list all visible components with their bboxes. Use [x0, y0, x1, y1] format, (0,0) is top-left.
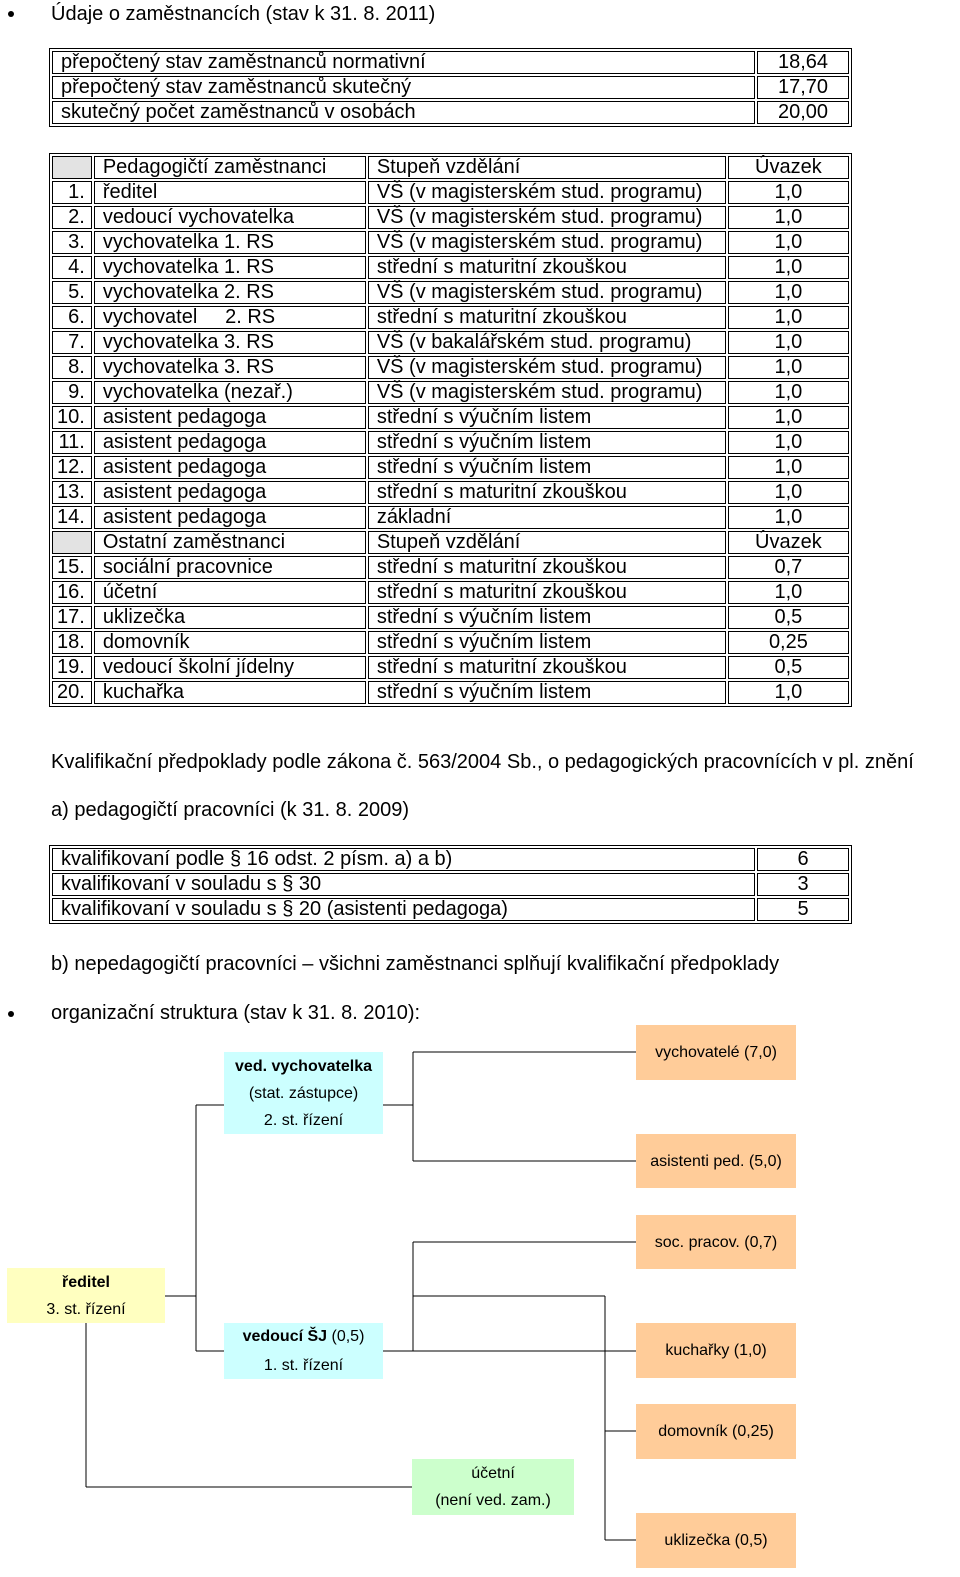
summary-label: skutečný počet zaměstnanců v osobách: [52, 101, 755, 124]
staff-index: 11.: [52, 431, 92, 454]
staff-index: 12.: [52, 456, 92, 479]
org-cooks-label: kuchařky (1,0): [665, 1342, 767, 1359]
org-head-educator-level: 2. st. řízení: [263, 1111, 344, 1129]
summary-label: přepočtený stav zaměstnanců normativní: [52, 51, 755, 74]
staff-index: 8.: [52, 356, 92, 379]
org-box-educators: [636, 1025, 796, 1080]
other-header-load: Úvazek: [728, 531, 849, 554]
staff-index: 4.: [52, 256, 92, 279]
org-director-title: ředitel: [61, 1273, 110, 1291]
staff-load: 1,0: [728, 681, 849, 704]
staff-load: 1,0: [728, 281, 849, 304]
staff-position: vedoucí školní jídelny: [94, 656, 366, 679]
org-box-head-educator: [224, 1052, 383, 1134]
staff-education: střední s maturitní zkouškou: [368, 306, 726, 329]
staff-index: 14.: [52, 506, 92, 529]
org-head-educator-role: (stat. zástupce): [248, 1084, 359, 1102]
ped-header-name: Pedagogičtí zaměstnanci: [94, 156, 366, 179]
org-box-cooks: [636, 1323, 796, 1378]
org-director-level: 3. st. řízení: [46, 1300, 126, 1318]
org-assistants-label: asistenti ped. (5,0): [650, 1152, 782, 1170]
qualification-a: a) pedagogičtí pracovníci (k 31. 8. 2009): [51, 799, 409, 821]
staff-position: vychovatelka 1. RS: [94, 256, 366, 279]
qualification-count: 3: [757, 873, 849, 896]
staff-education: základní: [368, 506, 726, 529]
staff-index: 15.: [52, 556, 92, 579]
org-head-canteen-load: (0,5): [327, 1328, 365, 1345]
org-accountant-title: účetní: [471, 1465, 515, 1482]
qualification-count: 5: [757, 898, 849, 921]
employees-heading: Údaje o zaměstnancích (stav k 31. 8. 2011): [51, 3, 436, 25]
staff-position: vychovatelka 1. RS: [94, 231, 366, 254]
staff-education: VŠ (v magisterském stud. programu): [368, 181, 726, 204]
staff-load: 1,0: [728, 406, 849, 429]
org-box-social: [636, 1215, 796, 1269]
staff-position: uklizečka: [94, 606, 366, 629]
staff-load: 1,0: [728, 231, 849, 254]
staff-index: 17.: [52, 606, 92, 629]
staff-index: 3.: [52, 231, 92, 254]
staff-load: 1,0: [728, 356, 849, 379]
staff-education: střední s výučním listem: [368, 431, 726, 454]
staff-education: VŠ (v magisterském stud. programu): [368, 381, 726, 404]
staff-position: vychovatelka 2. RS: [94, 281, 366, 304]
staff-load: 1,0: [728, 381, 849, 404]
org-box-accountant: [412, 1459, 574, 1515]
staff-load: 0,7: [728, 556, 849, 579]
org-head-canteen-title: vedoucí ŠJ: [242, 1328, 328, 1345]
staff-position: domovník: [94, 631, 366, 654]
staff-education: střední s výučním listem: [368, 606, 726, 629]
qualification-label: kvalifikovaní v souladu s § 20 (asistenti pedagoga): [52, 898, 755, 921]
staff-education: střední s výučním listem: [368, 456, 726, 479]
staff-position: asistent pedagoga: [94, 506, 366, 529]
staff-education: střední s maturitní zkouškou: [368, 656, 726, 679]
staff-education: střední s výučním listem: [368, 631, 726, 654]
staff-index: 7.: [52, 331, 92, 354]
org-head-canteen-title-line: [243, 1322, 365, 1351]
staff-position: vychovatelka 3. RS: [94, 356, 366, 379]
org-box-head-canteen: [224, 1323, 383, 1379]
other-header-edu: Stupeň vzdělání: [368, 531, 726, 554]
staff-position: asistent pedagoga: [94, 456, 366, 479]
staff-education: VŠ (v magisterském stud. programu): [368, 281, 726, 304]
staff-education: střední s výučním listem: [368, 406, 726, 429]
staff-position: vychovatel 2. RS: [94, 306, 366, 329]
qualification-b: b) nepedagogičtí pracovníci – všichni zaměstnanci splňují kvalifikační předpoklady: [51, 953, 780, 975]
staff-index: 2.: [52, 206, 92, 229]
staff-education: VŠ (v magisterském stud. programu): [368, 206, 726, 229]
org-social-label: soc. pracov. (0,7): [654, 1233, 778, 1251]
staff-load: 1,0: [728, 206, 849, 229]
staff-position: asistent pedagoga: [94, 481, 366, 504]
org-accountant-note: (není ved. zam.): [435, 1492, 551, 1509]
qualification-count: 6: [757, 848, 849, 871]
staff-position: kuchařka: [94, 681, 366, 704]
org-box-assistants: [636, 1134, 796, 1188]
staff-index: 1.: [52, 181, 92, 204]
staff-index: 5.: [52, 281, 92, 304]
staff-position: asistent pedagoga: [94, 431, 366, 454]
summary-value: 18,64: [757, 51, 849, 74]
org-box-director: [7, 1268, 165, 1323]
staff-education: střední s maturitní zkouškou: [368, 481, 726, 504]
org-box-caretaker: [636, 1404, 796, 1459]
org-structure-heading: organizační struktura (stav k 31. 8. 2010):: [51, 1002, 421, 1024]
staff-load: 1,0: [728, 456, 849, 479]
staff-load: 0,5: [728, 606, 849, 629]
staff-education: VŠ (v magisterském stud. programu): [368, 356, 726, 379]
staff-load: 1,0: [728, 256, 849, 279]
staff-load: 1,0: [728, 181, 849, 204]
summary-value: 17,70: [757, 76, 849, 99]
staff-position: vychovatelka 3. RS: [94, 331, 366, 354]
org-head-educator-title: ved. vychovatelka: [235, 1057, 372, 1075]
staff-index: 18.: [52, 631, 92, 654]
staff-education: střední s výučním listem: [368, 681, 726, 704]
staff-load: 1,0: [728, 431, 849, 454]
staff-load: 0,25: [728, 631, 849, 654]
staff-position: asistent pedagoga: [94, 406, 366, 429]
staff-position: sociální pracovnice: [94, 556, 366, 579]
staff-load: 1,0: [728, 481, 849, 504]
staff-index: 20.: [52, 681, 92, 704]
qualification-label: kvalifikovaní v souladu s § 30: [52, 873, 755, 896]
org-caretaker-label: domovník (0,25): [658, 1423, 774, 1440]
staff-position: vedoucí vychovatelka: [94, 206, 366, 229]
staff-education: střední s maturitní zkouškou: [368, 581, 726, 604]
staff-load: 0,5: [728, 656, 849, 679]
ped-header-load: Úvazek: [728, 156, 849, 179]
org-cleaner-label: uklizečka (0,5): [664, 1532, 768, 1549]
staff-education: střední s maturitní zkouškou: [368, 556, 726, 579]
staff-education: VŠ (v bakalářském stud. programu): [368, 331, 726, 354]
staff-index: 13.: [52, 481, 92, 504]
qualification-text: Kvalifikační předpoklady podle zákona č. 563/2004 Sb., o pedagogických pracovnících v pl. znění: [51, 751, 914, 773]
staff-education: střední s maturitní zkouškou: [368, 256, 726, 279]
summary-label: přepočtený stav zaměstnanců skutečný: [52, 76, 755, 99]
staff-position: vychovatelka (nezař.): [94, 381, 366, 404]
staff-load: 1,0: [728, 331, 849, 354]
staff-index: 16.: [52, 581, 92, 604]
staff-load: 1,0: [728, 506, 849, 529]
org-head-canteen-level: 1. st. řízení: [263, 1357, 344, 1374]
staff-index: 19.: [52, 656, 92, 679]
qualification-label: kvalifikovaní podle § 16 odst. 2 písm. a) a b): [52, 848, 755, 871]
staff-index: 6.: [52, 306, 92, 329]
staff-position: účetní: [94, 581, 366, 604]
staff-position: ředitel: [94, 181, 366, 204]
other-header-name: Ostatní zaměstnanci: [94, 531, 366, 554]
staff-index: 9.: [52, 381, 92, 404]
ped-header-edu: Stupeň vzdělání: [368, 156, 726, 179]
staff-load: 1,0: [728, 581, 849, 604]
staff-index: 10.: [52, 406, 92, 429]
staff-load: 1,0: [728, 306, 849, 329]
org-box-cleaner: [636, 1513, 796, 1568]
staff-education: VŠ (v magisterském stud. programu): [368, 231, 726, 254]
summary-value: 20,00: [757, 101, 849, 124]
org-educators-label: vychovatelé (7,0): [655, 1044, 777, 1061]
